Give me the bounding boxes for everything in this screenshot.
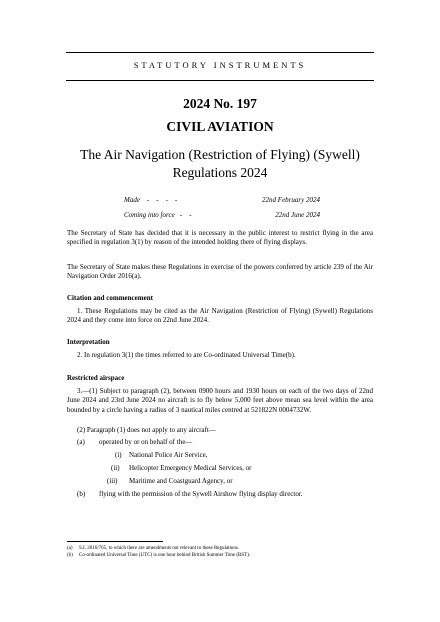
sub-item-iii-marker: (iii) — [107, 477, 118, 485]
made-value: 22nd February 2024 — [262, 196, 320, 204]
footnote-b-marker: (b) — [67, 553, 73, 558]
restricted-airspace-heading: Restricted airspace — [67, 374, 125, 382]
sub-item-ii-marker: (ii) — [111, 464, 120, 472]
preamble-paragraph-1: The Secretary of State has decided that it is necessary in the public interest to restrict flying in the area specified in regulation 3(1) by reason of the intended holding there of flying displays. — [67, 229, 373, 247]
interpretation-heading: Interpretation — [67, 338, 110, 346]
sub-item-i-marker: (i) — [115, 451, 122, 459]
regulation-1-text: 1. These Regulations may be cited as the Air Navigation (Restriction of Flying) (Sywell) Regulations 2024 and they come into force on 22nd June 2024. — [67, 307, 373, 325]
footnote-b — [67, 552, 373, 559]
footnote-a-text: S.I. 2016/765, to which there are amendments not relevant to these Regulations. — [79, 546, 240, 551]
preamble-paragraph-2: The Secretary of State makes these Regulations in exercise of the powers conferred by article 239 of the Air Navigation Order 2016(a). — [67, 263, 373, 281]
paragraph-2-intro: (2) Paragraph (1) does not apply to any aircraft— — [77, 426, 216, 434]
header-rule — [66, 80, 374, 81]
commencement-label: Coming into force - - — [124, 211, 192, 219]
regulation-3-1-text: 3.—(1) Subject to paragraph (2), between 0900 hours and 1930 hours on each of the two days of 22nd June 2024 and 23rd June 2024 no aircraft is to fly below 5,000 feet above mean sea level within the area bounded by a circle having a radius of 3 nautical miles centred at 521822N 0004732W. — [67, 387, 373, 414]
commencement-value: 22nd June 2024 — [275, 211, 320, 219]
item-a-text: operated by or on behalf of the— — [99, 438, 193, 446]
item-b-marker: (b) — [77, 490, 86, 498]
document-title: The Air Navigation (Restriction of Flying) (Sywell) Regulations 2024 — [80, 147, 360, 180]
sub-item-ii-text: Helicopter Emergency Medical Services, or — [129, 464, 252, 472]
top-rule — [66, 52, 374, 53]
document-number: 2024 No. 197 — [183, 96, 257, 111]
footnote-a-marker: (a) — [67, 546, 73, 551]
series-header: STATUTORY INSTRUMENTS — [133, 60, 307, 70]
item-a-marker: (a) — [77, 438, 85, 446]
footnote-a — [67, 545, 373, 552]
subject-heading: CIVIL AVIATION — [166, 119, 274, 134]
footnote-b-text: Co-ordinated Universal Time (UTC) is one hour behind British Summer Time (BST). — [79, 553, 251, 558]
made-label: Made - - - - — [124, 196, 178, 204]
sub-item-i-text: National Police Air Service, — [129, 451, 208, 459]
item-b-text: flying with the permission of the Sywell Airshow flying display director. — [99, 490, 303, 498]
citation-heading: Citation and commencement — [67, 294, 153, 302]
footnotes — [67, 545, 373, 559]
sub-item-iii-text: Maritime and Coastguard Agency, or — [129, 477, 233, 485]
regulation-2-text: 2. In regulation 3(1) the times referred to are Co-ordinated Universal Time(b). — [77, 351, 296, 359]
footnote-rule — [67, 541, 163, 542]
